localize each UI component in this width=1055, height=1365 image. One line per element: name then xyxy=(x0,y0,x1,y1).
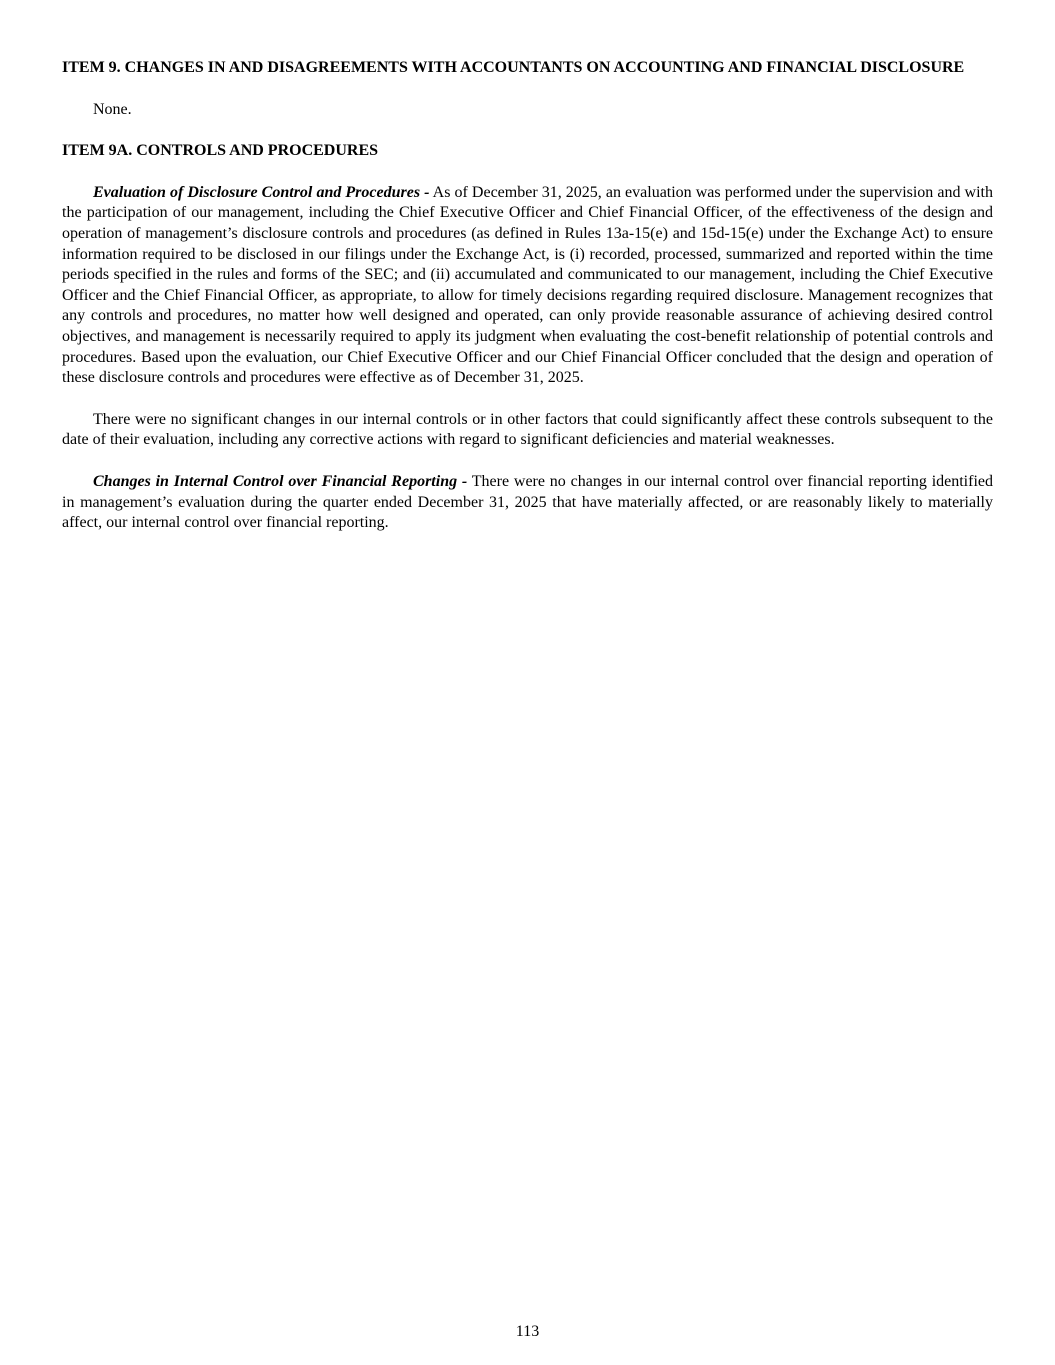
document-page xyxy=(62,58,993,534)
icfr-text: There were no changes in our internal control over financial reporting identified in management’s evaluation during the quarter ended December 31, 2025 that have materially affected, or are reasonably likely to materially affect, our internal control over financial reporting. xyxy=(62,472,994,532)
item-9a-heading: ITEM 9A. CONTROLS AND PROCEDURES xyxy=(62,142,379,160)
evaluation-lead: Evaluation of Disclosure Control and Procedures - xyxy=(93,183,430,201)
item-9-body: None. xyxy=(93,100,132,118)
evaluation-text: As of December 31, 2025, an evaluation was performed under the supervision and with the participation of our management, including the Chief Executive Officer and Chief Financial Officer, of the effectiveness of the design and operation of management’s disclosure controls and procedures (as defined in Rules 13a-15(e) and 15d-15(e) under the Exchange Act) to ensure information required to be disclosed in our filings under the Exchange Act, is (i) recorded, processed, summarized and reported within the time periods specified in the rules and forms of the SEC; and (ii) accumulated and communicated to our management, including the Chief Executive Officer and the Chief Financial Officer, as appropriate, to allow for timely decisions regarding required disclosure. Management recognizes that any controls and procedures, no matter how well designed and operated, can only provide reasonable assurance of achieving desired control objectives, and management is necessarily required to apply its judgment when evaluating the cost-benefit relationship of potential controls and procedures. Based upon the evaluation, our Chief Executive Officer and our Chief Financial Officer concluded that the design and operation of these disclosure controls and procedures were effective as of December 31, 2025. xyxy=(62,183,994,387)
item-9-heading: ITEM 9. CHANGES IN AND DISAGREEMENTS WITH ACCOUNTANTS ON ACCOUNTING AND FINANCIAL DISCLOSURE xyxy=(62,59,965,76)
page-number: 113 xyxy=(515,1323,540,1340)
no-changes-paragraph: There were no significant changes in our internal controls or in other factors that could significantly affect these controls subsequent to the date of their evaluation, including any corrective actions with regard to significant deficiencies and material weaknesses. xyxy=(62,410,993,449)
icfr-paragraph xyxy=(62,472,993,534)
evaluation-paragraph xyxy=(62,183,993,389)
icfr-lead: Changes in Internal Control over Financial Reporting - xyxy=(93,472,468,490)
